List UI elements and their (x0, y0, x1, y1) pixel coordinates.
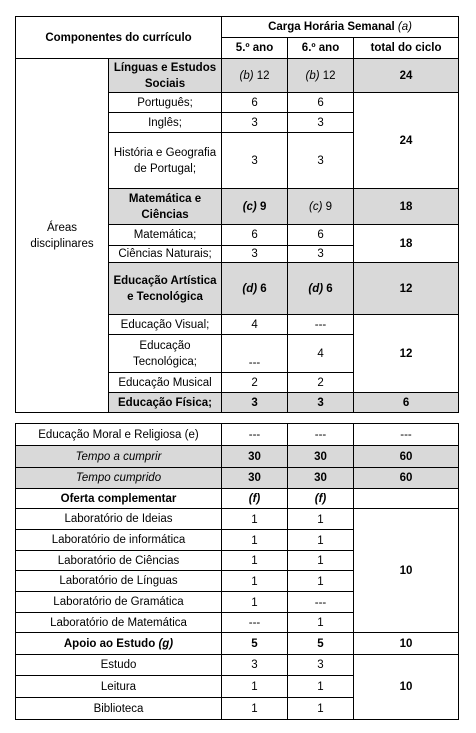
header-6-ano: 6.º ano (288, 38, 354, 59)
row-5: 1 (222, 509, 288, 530)
row-5: 6 (222, 93, 288, 113)
areas-disciplinares: Áreas disciplinares (16, 59, 109, 413)
header-componentes: Componentes do currículo (16, 17, 222, 59)
header-5-ano: 5.º ano (222, 38, 288, 59)
apoio-label: Apoio ao Estudo (g) (16, 633, 222, 655)
fisica-total: 6 (354, 393, 459, 413)
moral-total: --- (354, 424, 459, 446)
educacao-sub-total: 12 (354, 315, 459, 393)
row-5: 4 (222, 315, 288, 335)
row-5: 6 (222, 225, 288, 246)
moral-5: --- (222, 424, 288, 446)
oferta-label: Oferta complementar (16, 489, 222, 509)
tempo-cumprir-6: 30 (288, 446, 354, 468)
linguas-total: 24 (354, 59, 459, 93)
row-6: --- (288, 592, 354, 613)
row-6: 3 (288, 655, 354, 676)
row-6: 1 (288, 530, 354, 551)
row-label: Educação Musical (109, 373, 222, 393)
group-matematica: Matemática e Ciências (109, 189, 222, 225)
oferta-6: (f) (288, 489, 354, 509)
row-label: História e Geografia de Portugal; (109, 133, 222, 189)
row-label: Laboratório de Matemática (16, 613, 222, 633)
educacao-5: (d) 6 (222, 263, 288, 315)
header-carga: Carga Horária Semanal (a) (222, 17, 459, 38)
row-label: Laboratório de Gramática (16, 592, 222, 613)
tempo-cumprir-5: 30 (222, 446, 288, 468)
row-label: Laboratório de Ciências (16, 551, 222, 571)
row-label: Ciências Naturais; (109, 246, 222, 263)
tempo-cumprido-label: Tempo cumprido (16, 468, 222, 489)
moral-6: --- (288, 424, 354, 446)
tempo-cumprido-total: 60 (354, 468, 459, 489)
linguas-6: (b) 12 (288, 59, 354, 93)
group-educacao: Educação Artística e Tecnológica (109, 263, 222, 315)
tempo-cumprido-5: 30 (222, 468, 288, 489)
linguas-5: (b) 12 (222, 59, 288, 93)
matematica-total: 18 (354, 189, 459, 225)
row-6: 6 (288, 93, 354, 113)
row-6: 6 (288, 225, 354, 246)
header-total: total do ciclo (354, 38, 459, 59)
fisica-5: 3 (222, 393, 288, 413)
matematica-sub-total: 18 (354, 225, 459, 263)
row-5: 3 (222, 113, 288, 133)
row-5: --- (222, 613, 288, 633)
row-6: 4 (288, 335, 354, 373)
fisica-6: 3 (288, 393, 354, 413)
curriculum-table-bottom (15, 423, 459, 720)
row-5: 1 (222, 551, 288, 571)
row-5: 3 (222, 246, 288, 263)
tempo-cumprir-total: 60 (354, 446, 459, 468)
row-label: Estudo (16, 655, 222, 676)
row-6: 1 (288, 509, 354, 530)
row-label: Inglês; (109, 113, 222, 133)
row-label: Laboratório de informática (16, 530, 222, 551)
educacao-6: (d) 6 (288, 263, 354, 315)
row-label: Laboratório de Línguas (16, 571, 222, 592)
row-5: 2 (222, 373, 288, 393)
row-6: 1 (288, 551, 354, 571)
apoio-5: 5 (222, 633, 288, 655)
row-6: 1 (288, 676, 354, 698)
row-6: 1 (288, 613, 354, 633)
curriculum-table (15, 16, 459, 413)
oferta-total: 10 (354, 509, 459, 633)
row-6: 2 (288, 373, 354, 393)
row-6: 1 (288, 571, 354, 592)
tempo-cumprido-6: 30 (288, 468, 354, 489)
row-6: 1 (288, 698, 354, 720)
apoio-total: 10 (354, 633, 459, 655)
row-6: 3 (288, 113, 354, 133)
row-5: 1 (222, 592, 288, 613)
row-6: 3 (288, 133, 354, 189)
fisica-label: Educação Física; (109, 393, 222, 413)
oferta-5: (f) (222, 489, 288, 509)
row-5: 3 (222, 133, 288, 189)
group-linguas: Línguas e Estudos Sociais (109, 59, 222, 93)
oferta-blank (354, 489, 459, 509)
educacao-total: 12 (354, 263, 459, 315)
linguas-sub-total: 24 (354, 93, 459, 189)
row-label: Educação Visual; (109, 315, 222, 335)
matematica-5: (c) 9 (222, 189, 288, 225)
row-5: 3 (222, 655, 288, 676)
apoio-6: 5 (288, 633, 354, 655)
tempo-cumprir-label: Tempo a cumprir (16, 446, 222, 468)
row-5: 1 (222, 676, 288, 698)
row-5: 1 (222, 530, 288, 551)
row-5: --- (222, 335, 288, 373)
row-5: 1 (222, 698, 288, 720)
row-label: Laboratório de Ideias (16, 509, 222, 530)
row-5: 1 (222, 571, 288, 592)
matematica-6: (c) 9 (288, 189, 354, 225)
row-label: Português; (109, 93, 222, 113)
row-label: Leitura (16, 676, 222, 698)
row-label: Biblioteca (16, 698, 222, 720)
apoio-sub-total: 10 (354, 655, 459, 720)
row-label: Matemática; (109, 225, 222, 246)
row-6: --- (288, 315, 354, 335)
row-label: Educação Tecnológica; (109, 335, 222, 373)
row-6: 3 (288, 246, 354, 263)
moral-label: Educação Moral e Religiosa (e) (16, 424, 222, 446)
